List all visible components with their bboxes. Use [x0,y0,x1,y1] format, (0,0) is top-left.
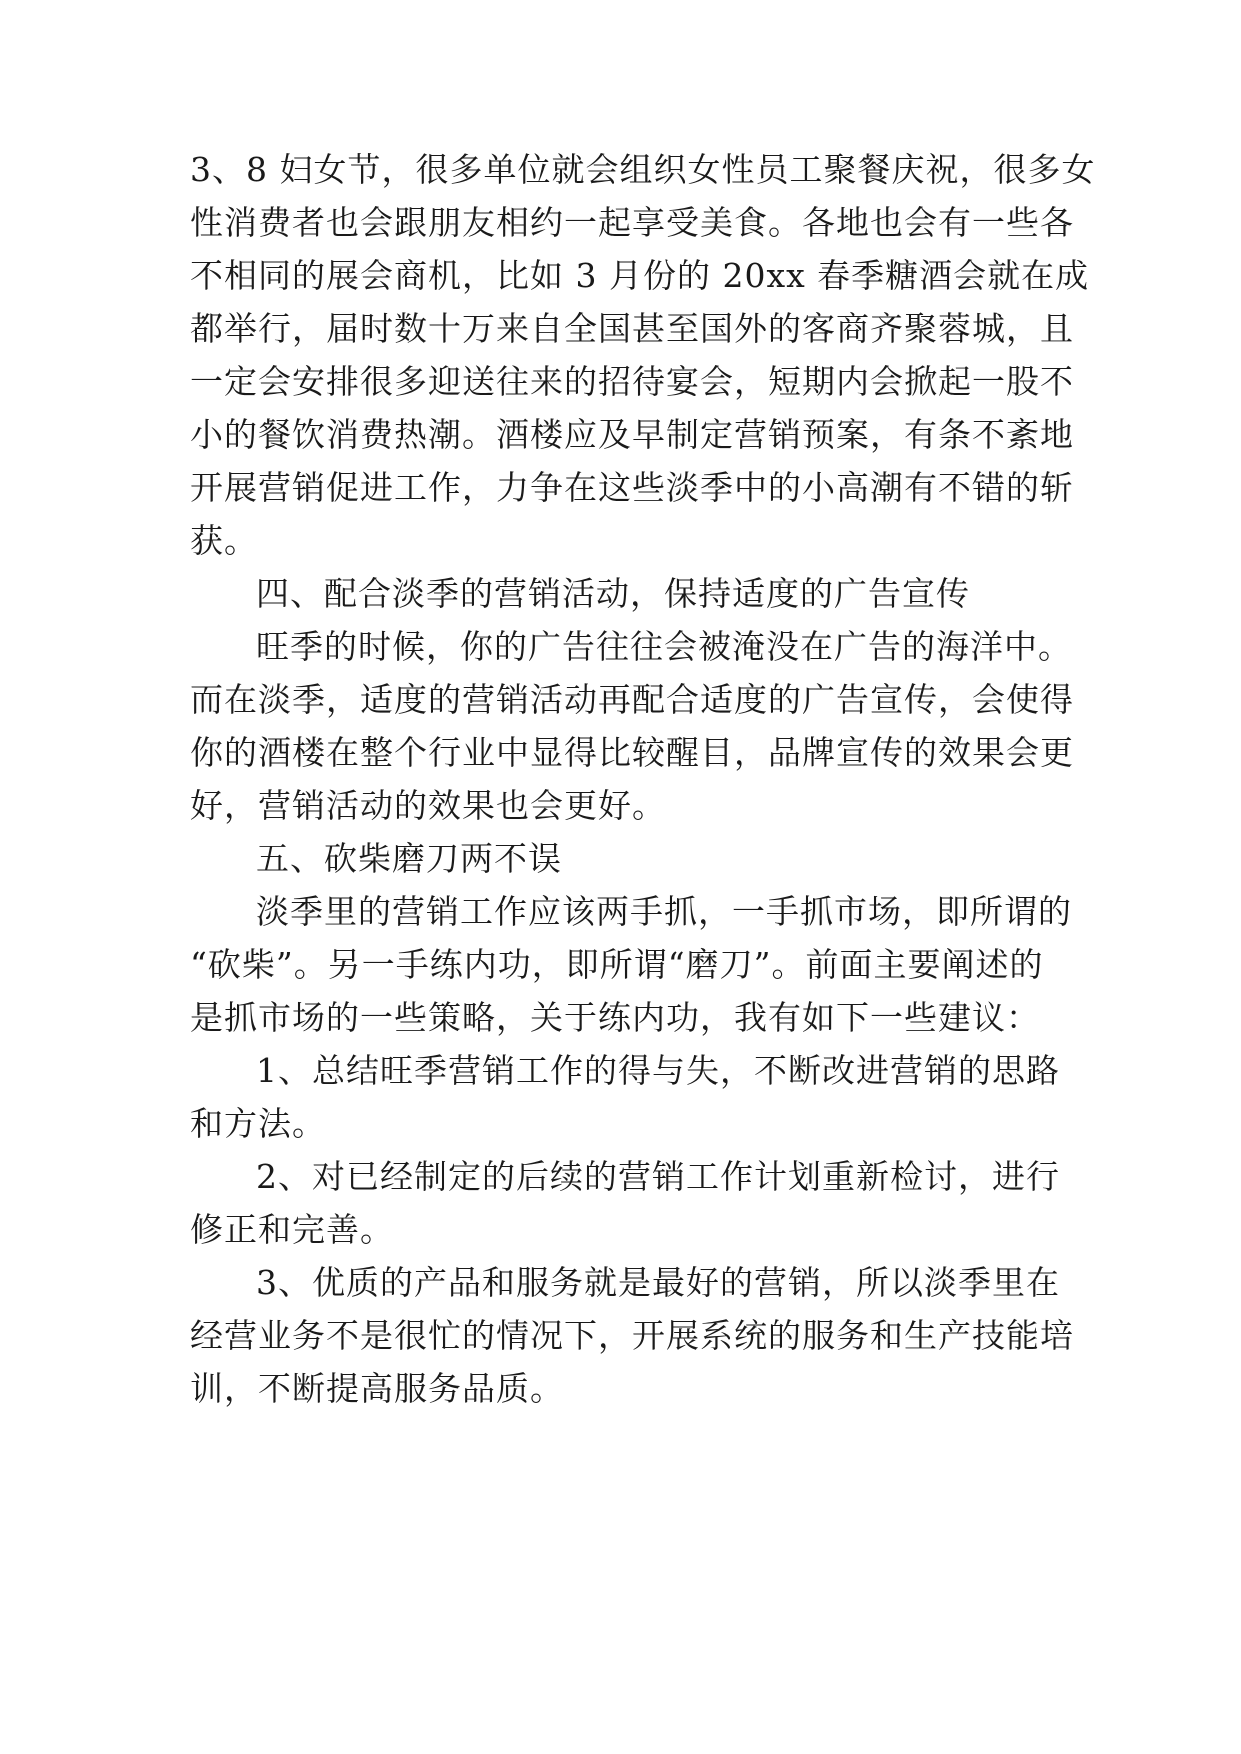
list-item-3: 3、优质的产品和服务就是最好的营销，所以淡季里在 [256,1263,1060,1302]
text-line: 旺季的时候，你的广告往往会被淹没在广告的海洋中。 [256,627,1072,666]
text-line: 训，不断提高服务品质。 [190,1369,564,1408]
text-line: 好，营销活动的效果也会更好。 [190,786,666,825]
section-heading-5: 五、砍柴磨刀两不误 [256,839,562,878]
text-line: “砍柴”。另一手练内功，即所谓“磨刀”。前面主要阐述的 [190,945,1044,984]
text-line: 都举行，届时数十万来自全国甚至国外的客商齐聚蓉城，且 [190,309,1074,348]
list-item-1: 1、总结旺季营销工作的得与失，不断改进营销的思路 [256,1051,1060,1090]
text-line: 淡季里的营销工作应该两手抓，一手抓市场，即所谓的 [256,892,1072,931]
text-line: 性消费者也会跟朋友相约一起享受美食。各地也会有一些各 [190,203,1074,242]
list-item-2: 2、对已经制定的后续的营销工作计划重新检讨，进行 [256,1157,1060,1196]
text-line: 开展营销促进工作，力争在这些淡季中的小高潮有不错的斩 [190,468,1074,507]
text-line: 你的酒楼在整个行业中显得比较醒目，品牌宣传的效果会更 [190,733,1074,772]
text-line: 是抓市场的一些策略，关于练内功，我有如下一些建议： [190,998,1040,1037]
text-line: 一定会安排很多迎送往来的招待宴会，短期内会掀起一股不 [190,362,1074,401]
text-line: 经营业务不是很忙的情况下，开展系统的服务和生产技能培 [190,1316,1074,1355]
text-line: 和方法。 [190,1104,326,1143]
text-line: 修正和完善。 [190,1210,394,1249]
text-line: 3、8 妇女节，很多单位就会组织女性员工聚餐庆祝，很多女 [190,150,1096,189]
section-heading-4: 四、配合淡季的营销活动，保持适度的广告宣传 [256,574,970,613]
text-line: 而在淡季，适度的营销活动再配合适度的广告宣传，会使得 [190,680,1074,719]
text-line: 小的餐饮消费热潮。酒楼应及早制定营销预案，有条不紊地 [190,415,1074,454]
text-line: 获。 [190,521,258,560]
text-line: 不相同的展会商机，比如 3 月份的 20xx 春季糖酒会就在成 [190,256,1090,295]
